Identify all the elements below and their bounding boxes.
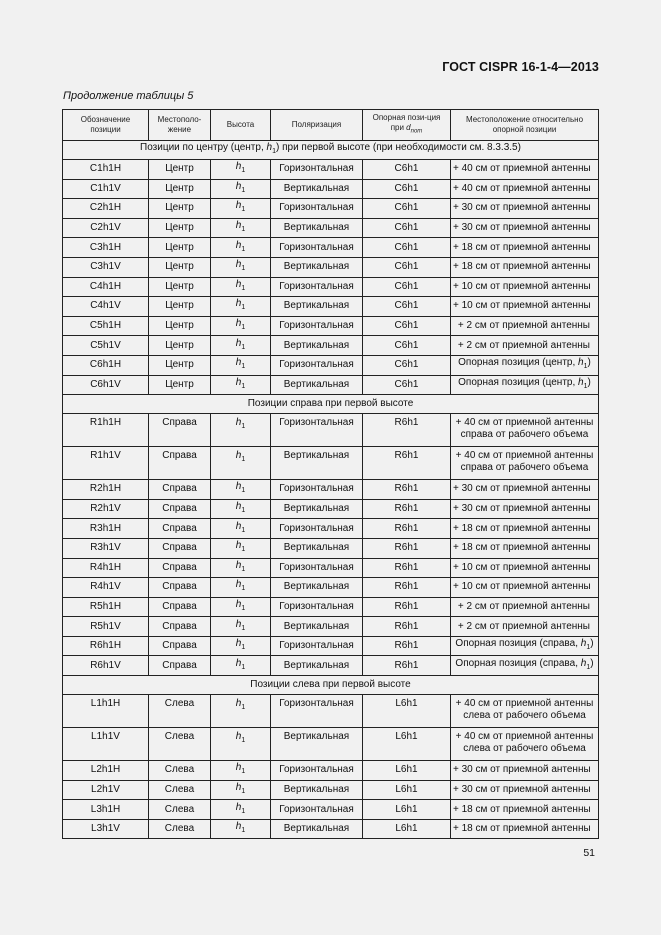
cell-reference: C6h1 (363, 199, 451, 219)
cell-height (211, 597, 271, 617)
cell-reference: C6h1 (363, 297, 451, 317)
cell-height (211, 499, 271, 519)
cell-relative-location: + 18 см от приемной антенны (451, 800, 599, 820)
height-symbol: $h_1$ (578, 357, 588, 371)
col-header-height: Высота (211, 110, 271, 141)
cell-position: C3h1V (63, 257, 149, 277)
cell-height (211, 728, 271, 761)
cell-height (211, 160, 271, 180)
height-symbol: $h_1$ (235, 200, 246, 214)
cell-height (211, 218, 271, 238)
cell-reference: L6h1 (363, 761, 451, 781)
cell-height (211, 179, 271, 199)
cell-location: Слева (149, 695, 211, 728)
cell-reference: C6h1 (363, 238, 451, 258)
cell-location: Центр (149, 218, 211, 238)
cell-polarization: Вертикальная (271, 447, 363, 480)
table-row (63, 238, 599, 258)
cell-height (211, 558, 271, 578)
height-symbol: $h_1$ (235, 239, 246, 253)
cell-relative-location: + 40 см от приемной антенны справа от рабочего объема (451, 414, 599, 447)
cell-position: C6h1H (63, 355, 149, 375)
cell-relative-location: + 10 см от приемной антенны (451, 558, 599, 578)
height-symbol: $h_1$ (235, 698, 246, 712)
cell-location: Слева (149, 819, 211, 839)
cell-reference: R6h1 (363, 578, 451, 598)
table-row (63, 499, 599, 519)
cell-reference: R6h1 (363, 519, 451, 539)
cell-height (211, 519, 271, 539)
cell-location: Справа (149, 480, 211, 500)
section-title: Позиции слева при первой высоте (63, 676, 599, 695)
section-header-row (63, 141, 599, 160)
height-symbol: $h_1$ (235, 781, 246, 795)
cell-height (211, 617, 271, 637)
cell-polarization: Горизонтальная (271, 695, 363, 728)
section-title: Позиции справа при первой высоте (63, 395, 599, 414)
cell-position: R3h1H (63, 519, 149, 539)
cell-location: Центр (149, 238, 211, 258)
col-header-location: Местополо-жение (149, 110, 211, 141)
cell-height (211, 538, 271, 558)
cell-position: L1h1V (63, 728, 149, 761)
col-header-relative-location: Местоположение относительно опорной позиции (451, 110, 599, 141)
cell-relative-location: + 30 см от приемной антенны (451, 199, 599, 219)
col-header-reference-text: Опорная пози-ция при (372, 113, 441, 133)
cell-relative-location: Опорная позиция (центр, $h_1$) (451, 375, 599, 395)
cell-polarization: Горизонтальная (271, 636, 363, 656)
cell-location: Справа (149, 636, 211, 656)
cell-location: Центр (149, 316, 211, 336)
cell-position: R5h1H (63, 597, 149, 617)
cell-relative-location: + 2 см от приемной антенны (451, 597, 599, 617)
table-row (63, 480, 599, 500)
cell-location: Слева (149, 780, 211, 800)
cell-reference: L6h1 (363, 780, 451, 800)
cell-relative-location: + 18 см от приемной антенны (451, 538, 599, 558)
cell-position: L2h1V (63, 780, 149, 800)
table-row (63, 179, 599, 199)
table-row (63, 519, 599, 539)
cell-height (211, 257, 271, 277)
cell-reference: R6h1 (363, 538, 451, 558)
table-row (63, 578, 599, 598)
table-row (63, 597, 599, 617)
cell-polarization: Вертикальная (271, 617, 363, 637)
table-caption: Продолжение таблицы 5 (63, 90, 194, 102)
cell-polarization: Вертикальная (271, 538, 363, 558)
cell-position: R2h1H (63, 480, 149, 500)
height-symbol: $h_1$ (235, 540, 246, 554)
table-row (63, 447, 599, 480)
cell-relative-location: + 30 см от приемной антенны (451, 780, 599, 800)
cell-polarization: Вертикальная (271, 578, 363, 598)
cell-location: Справа (149, 447, 211, 480)
cell-reference: C6h1 (363, 179, 451, 199)
cell-height (211, 375, 271, 395)
table-row (63, 336, 599, 356)
col-header-polarization: Поляризация (271, 110, 363, 141)
cell-polarization: Вертикальная (271, 257, 363, 277)
height-symbol: $h_1$ (235, 220, 246, 234)
table-row (63, 761, 599, 781)
cell-reference: R6h1 (363, 558, 451, 578)
table-row (63, 800, 599, 820)
table-row (63, 316, 599, 336)
cell-height (211, 414, 271, 447)
cell-relative-location: + 40 см от приемной антенны (451, 179, 599, 199)
d-nom-symbol: $d_{nom}$ (406, 123, 423, 135)
cell-position: C2h1H (63, 199, 149, 219)
cell-polarization: Вертикальная (271, 336, 363, 356)
height-symbol: $h_1$ (235, 337, 246, 351)
cell-polarization: Вертикальная (271, 819, 363, 839)
cell-height (211, 199, 271, 219)
cell-height (211, 656, 271, 676)
table-body (63, 141, 599, 839)
section-header-row (63, 676, 599, 695)
table-row (63, 819, 599, 839)
cell-height (211, 297, 271, 317)
cell-polarization: Горизонтальная (271, 414, 363, 447)
cell-polarization: Горизонтальная (271, 800, 363, 820)
table-row (63, 695, 599, 728)
cell-location: Слева (149, 728, 211, 761)
section-header-row (63, 395, 599, 414)
cell-position: C4h1V (63, 297, 149, 317)
cell-height (211, 480, 271, 500)
cell-polarization: Вертикальная (271, 375, 363, 395)
cell-relative-location: + 30 см от приемной антенны (451, 499, 599, 519)
cell-location: Центр (149, 257, 211, 277)
cell-height (211, 761, 271, 781)
cell-location: Центр (149, 336, 211, 356)
cell-position: L3h1H (63, 800, 149, 820)
cell-height (211, 800, 271, 820)
height-symbol: $h_1$ (580, 638, 591, 652)
table-row (63, 728, 599, 761)
cell-reference: C6h1 (363, 277, 451, 297)
cell-position: R6h1H (63, 636, 149, 656)
height-symbol: $h_1$ (235, 357, 246, 371)
height-symbol: $h_1$ (235, 259, 246, 273)
cell-polarization: Вертикальная (271, 780, 363, 800)
cell-position: R5h1V (63, 617, 149, 637)
height-symbol: $h_1$ (235, 801, 246, 815)
cell-relative-location: Опорная позиция (справа, $h_1$) (451, 636, 599, 656)
cell-location: Справа (149, 578, 211, 598)
table-row (63, 656, 599, 676)
cell-height (211, 819, 271, 839)
cell-relative-location: + 40 см от приемной антенны (451, 160, 599, 180)
table-row (63, 780, 599, 800)
cell-reference: L6h1 (363, 728, 451, 761)
cell-relative-location: + 40 см от приемной антенны слева от рабочего объема (451, 728, 599, 761)
cell-reference: C6h1 (363, 355, 451, 375)
cell-location: Центр (149, 355, 211, 375)
cell-position: R3h1V (63, 538, 149, 558)
cell-polarization: Горизонтальная (271, 597, 363, 617)
cell-height (211, 316, 271, 336)
height-symbol: $h_1$ (266, 142, 276, 155)
cell-reference: C6h1 (363, 160, 451, 180)
table-header-row (63, 110, 599, 141)
cell-reference: R6h1 (363, 414, 451, 447)
cell-height (211, 636, 271, 656)
cell-relative-location: + 18 см от приемной антенны (451, 238, 599, 258)
cell-relative-location: + 18 см от приемной антенны (451, 519, 599, 539)
cell-location: Справа (149, 414, 211, 447)
cell-location: Справа (149, 558, 211, 578)
height-symbol: $h_1$ (578, 376, 588, 390)
cell-relative-location: Опорная позиция (справа, $h_1$) (451, 656, 599, 676)
table-row (63, 160, 599, 180)
cell-polarization: Горизонтальная (271, 355, 363, 375)
cell-position: C4h1H (63, 277, 149, 297)
height-symbol: $h_1$ (235, 559, 246, 573)
cell-height (211, 578, 271, 598)
cell-polarization: Горизонтальная (271, 160, 363, 180)
cell-relative-location: + 10 см от приемной антенны (451, 297, 599, 317)
cell-height (211, 447, 271, 480)
cell-location: Справа (149, 597, 211, 617)
table-row (63, 538, 599, 558)
height-symbol: $h_1$ (235, 481, 246, 495)
cell-height (211, 277, 271, 297)
cell-polarization: Вертикальная (271, 499, 363, 519)
cell-polarization: Вертикальная (271, 179, 363, 199)
cell-position: C6h1V (63, 375, 149, 395)
cell-position: R4h1V (63, 578, 149, 598)
cell-relative-location: + 30 см от приемной антенны (451, 480, 599, 500)
cell-reference: R6h1 (363, 597, 451, 617)
cell-height (211, 695, 271, 728)
cell-height (211, 336, 271, 356)
table-row (63, 199, 599, 219)
height-symbol: $h_1$ (235, 638, 246, 652)
cell-reference: L6h1 (363, 819, 451, 839)
cell-location: Центр (149, 297, 211, 317)
cell-height (211, 238, 271, 258)
cell-polarization: Вертикальная (271, 728, 363, 761)
cell-polarization: Вертикальная (271, 218, 363, 238)
cell-relative-location: + 18 см от приемной антенны (451, 257, 599, 277)
cell-polarization: Горизонтальная (271, 480, 363, 500)
cell-relative-location: + 10 см от приемной антенны (451, 578, 599, 598)
height-symbol: $h_1$ (235, 180, 246, 194)
table-row (63, 617, 599, 637)
cell-reference: C6h1 (363, 257, 451, 277)
col-header-position: Обозначение позиции (63, 110, 149, 141)
cell-polarization: Горизонтальная (271, 199, 363, 219)
cell-location: Слева (149, 761, 211, 781)
cell-location: Справа (149, 499, 211, 519)
cell-reference: C6h1 (363, 336, 451, 356)
cell-relative-location: + 40 см от приемной антенны справа от рабочего объема (451, 447, 599, 480)
cell-polarization: Вертикальная (271, 297, 363, 317)
cell-location: Центр (149, 199, 211, 219)
cell-location: Справа (149, 519, 211, 539)
height-symbol: $h_1$ (235, 579, 246, 593)
cell-polarization: Горизонтальная (271, 316, 363, 336)
height-symbol: $h_1$ (235, 731, 246, 745)
cell-relative-location: + 2 см от приемной антенны (451, 316, 599, 336)
cell-position: R2h1V (63, 499, 149, 519)
height-symbol: $h_1$ (235, 821, 246, 835)
positions-table (62, 109, 599, 839)
cell-relative-location: + 18 см от приемной антенны (451, 819, 599, 839)
table-row (63, 257, 599, 277)
cell-relative-location: + 2 см от приемной антенны (451, 336, 599, 356)
table-row (63, 297, 599, 317)
cell-position: C3h1H (63, 238, 149, 258)
height-symbol: $h_1$ (235, 417, 246, 431)
document-header: ГОСТ CISPR 16-1-4—2013 (442, 60, 599, 74)
cell-height (211, 780, 271, 800)
cell-position: R1h1V (63, 447, 149, 480)
table-row (63, 355, 599, 375)
height-symbol: $h_1$ (235, 618, 246, 632)
height-symbol: $h_1$ (235, 598, 246, 612)
cell-location: Центр (149, 375, 211, 395)
cell-position: L3h1V (63, 819, 149, 839)
cell-reference: C6h1 (363, 218, 451, 238)
page-number: 51 (583, 847, 595, 859)
table-row (63, 636, 599, 656)
height-symbol: $h_1$ (580, 657, 591, 671)
cell-reference: R6h1 (363, 656, 451, 676)
cell-location: Справа (149, 538, 211, 558)
cell-position: C2h1V (63, 218, 149, 238)
cell-relative-location: + 40 см от приемной антенны слева от рабочего объема (451, 695, 599, 728)
cell-polarization: Вертикальная (271, 656, 363, 676)
height-symbol: $h_1$ (235, 450, 246, 464)
cell-reference: C6h1 (363, 316, 451, 336)
height-symbol: $h_1$ (235, 298, 246, 312)
table-row (63, 558, 599, 578)
cell-position: L2h1H (63, 761, 149, 781)
cell-height (211, 355, 271, 375)
height-symbol: $h_1$ (235, 657, 246, 671)
height-symbol: $h_1$ (235, 161, 246, 175)
cell-polarization: Горизонтальная (271, 558, 363, 578)
cell-position: R1h1H (63, 414, 149, 447)
cell-relative-location: + 2 см от приемной антенны (451, 617, 599, 637)
cell-location: Центр (149, 160, 211, 180)
cell-location: Справа (149, 617, 211, 637)
cell-polarization: Горизонтальная (271, 277, 363, 297)
cell-polarization: Горизонтальная (271, 761, 363, 781)
col-header-reference (363, 110, 451, 141)
cell-reference: R6h1 (363, 617, 451, 637)
height-symbol: $h_1$ (235, 376, 246, 390)
cell-position: L1h1H (63, 695, 149, 728)
cell-location: Центр (149, 179, 211, 199)
cell-position: R6h1V (63, 656, 149, 676)
cell-relative-location: + 30 см от приемной антенны (451, 761, 599, 781)
cell-location: Слева (149, 800, 211, 820)
height-symbol: $h_1$ (235, 520, 246, 534)
cell-reference: R6h1 (363, 480, 451, 500)
cell-position: C5h1V (63, 336, 149, 356)
table-row (63, 375, 599, 395)
cell-position: C1h1H (63, 160, 149, 180)
cell-relative-location: + 30 см от приемной антенны (451, 218, 599, 238)
cell-position: R4h1H (63, 558, 149, 578)
cell-relative-location: Опорная позиция (центр, $h_1$) (451, 355, 599, 375)
table-row (63, 218, 599, 238)
cell-reference: C6h1 (363, 375, 451, 395)
table-row (63, 414, 599, 447)
cell-polarization: Горизонтальная (271, 519, 363, 539)
height-symbol: $h_1$ (235, 762, 246, 776)
cell-reference: L6h1 (363, 695, 451, 728)
cell-reference: R6h1 (363, 447, 451, 480)
cell-reference: R6h1 (363, 499, 451, 519)
cell-polarization: Горизонтальная (271, 238, 363, 258)
cell-relative-location: + 10 см от приемной антенны (451, 277, 599, 297)
cell-reference: L6h1 (363, 800, 451, 820)
cell-reference: R6h1 (363, 636, 451, 656)
height-symbol: $h_1$ (235, 278, 246, 292)
cell-position: C1h1V (63, 179, 149, 199)
cell-location: Центр (149, 277, 211, 297)
cell-location: Справа (149, 656, 211, 676)
height-symbol: $h_1$ (235, 318, 246, 332)
table-row (63, 277, 599, 297)
section-title: Позиции по центру (центр, $h_1$) при первой высоте (при необходимости см. 8.3.3.5) (63, 141, 599, 160)
height-symbol: $h_1$ (235, 501, 246, 515)
cell-position: C5h1H (63, 316, 149, 336)
